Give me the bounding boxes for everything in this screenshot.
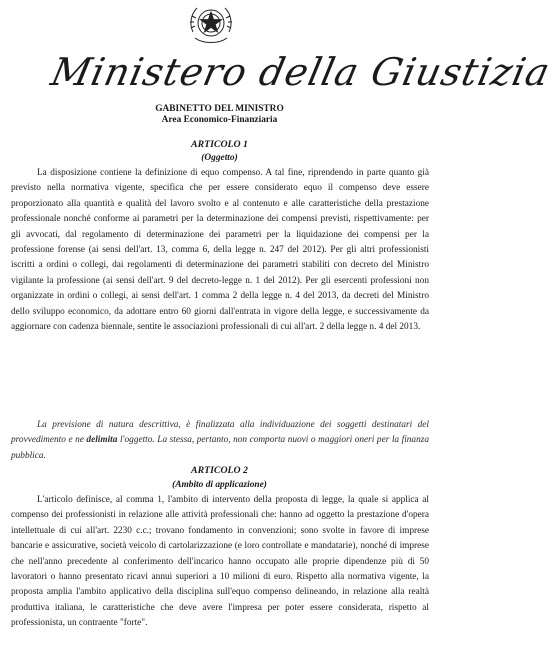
article-1-body — [11, 166, 429, 335]
article-2-body — [11, 493, 429, 632]
article-1-note — [11, 418, 429, 464]
article-2-subtitle: (Ambito di applicazione) — [172, 480, 267, 490]
article-1-note-pre: La previsione di natura descrittiva, è finalizzata alla individuazione dei soggetti destinatari del provvedimento e ne — [11, 420, 429, 446]
article-1-subtitle: (Oggetto) — [201, 153, 238, 163]
office-heading: GABINETTO DEL MINISTRO — [155, 104, 284, 114]
article-1-note-bold: delimita — [86, 435, 118, 446]
article-1-note-post: l'oggetto. La stessa, pertanto, non comporta nuovi o maggiori oneri per la finanza pubblica. — [11, 435, 429, 461]
article-1-body-text: La disposizione contiene la definizione di equo compenso. A tal fine, riprendendo in parte quanto già previsto nella normativa vigente, specifica che per essere considerato equo il compenso deve essere proporzionato alla quantità e qualità del lavoro svolto e al contenuto e alle caratteristiche della prestazione professionale nonché conforme ai parametri per la determinazione dei compensi previsti, rispettivamente: per gli avvocati, dal regolamento di determinazione dei parametri per la liquidazione dei compensi per la professione forense (ai sensi dell'art. 13, comma 6, della legge n. 247 del 2012). Per gli altri professionisti iscritti a ordini o collegi, dai regolamenti di determinazione dei parametri stabiliti con decreto del Ministro vigilante la professione (ai sensi dell'art. 9 del decreto-legge n. 1 del 2012). Per gli esercenti professioni non organizzate in ordini o collegi, ai sensi dell'art. 1 comma 2 della legge n. 4 del 2013, da decreti del Ministro dello sviluppo economico, da adottare entro 60 giorni dall'entrata in vigore della legge, e successivamente da aggiornare con cadenza biennale, sentite le associazioni professionali di cui all'art. 2 della legge n. 4 del 2013. — [11, 168, 429, 333]
article-2-title: ARTICOLO 2 — [191, 465, 248, 476]
article-2-body-text: L'articolo definisce, al comma 1, l'ambito di intervento della proposta di legge, la quale si applica al compenso dei professionisti in relazione alle attività professionali che: hanno ad oggetto la prestazione d'opera intellettuale di cui all'art. 2230 c.c.; trovano fondamento in convenzioni; sono svolte in favore di imprese bancarie e assicurative, società veicolo di cartolarizzazione (e loro controllate e mandatarie), nonché di imprese che nell'anno precedente al conferimento dell'incarico hanno occupato alle proprie dipendenze più di 50 lavoratori o hanno presentato ricavi annui superiori a 10 milioni di euro. Rispetto alla normativa vigente, la proposta amplia l'ambito applicativo della disciplina sull'equo compenso delineando, in relazione alla realtà produttiva italiana, le caratteristiche che deve avere l'impresa per poter essere considerata, rispetto al professionista, un contraente "forte". — [11, 495, 429, 629]
italian-republic-emblem-icon — [185, 2, 237, 46]
ministry-logo-text: Ministero della Giustizia — [47, 50, 555, 94]
article-1-title: ARTICOLO 1 — [191, 139, 248, 150]
area-heading: Area Economico-Finanziaria — [161, 115, 278, 125]
